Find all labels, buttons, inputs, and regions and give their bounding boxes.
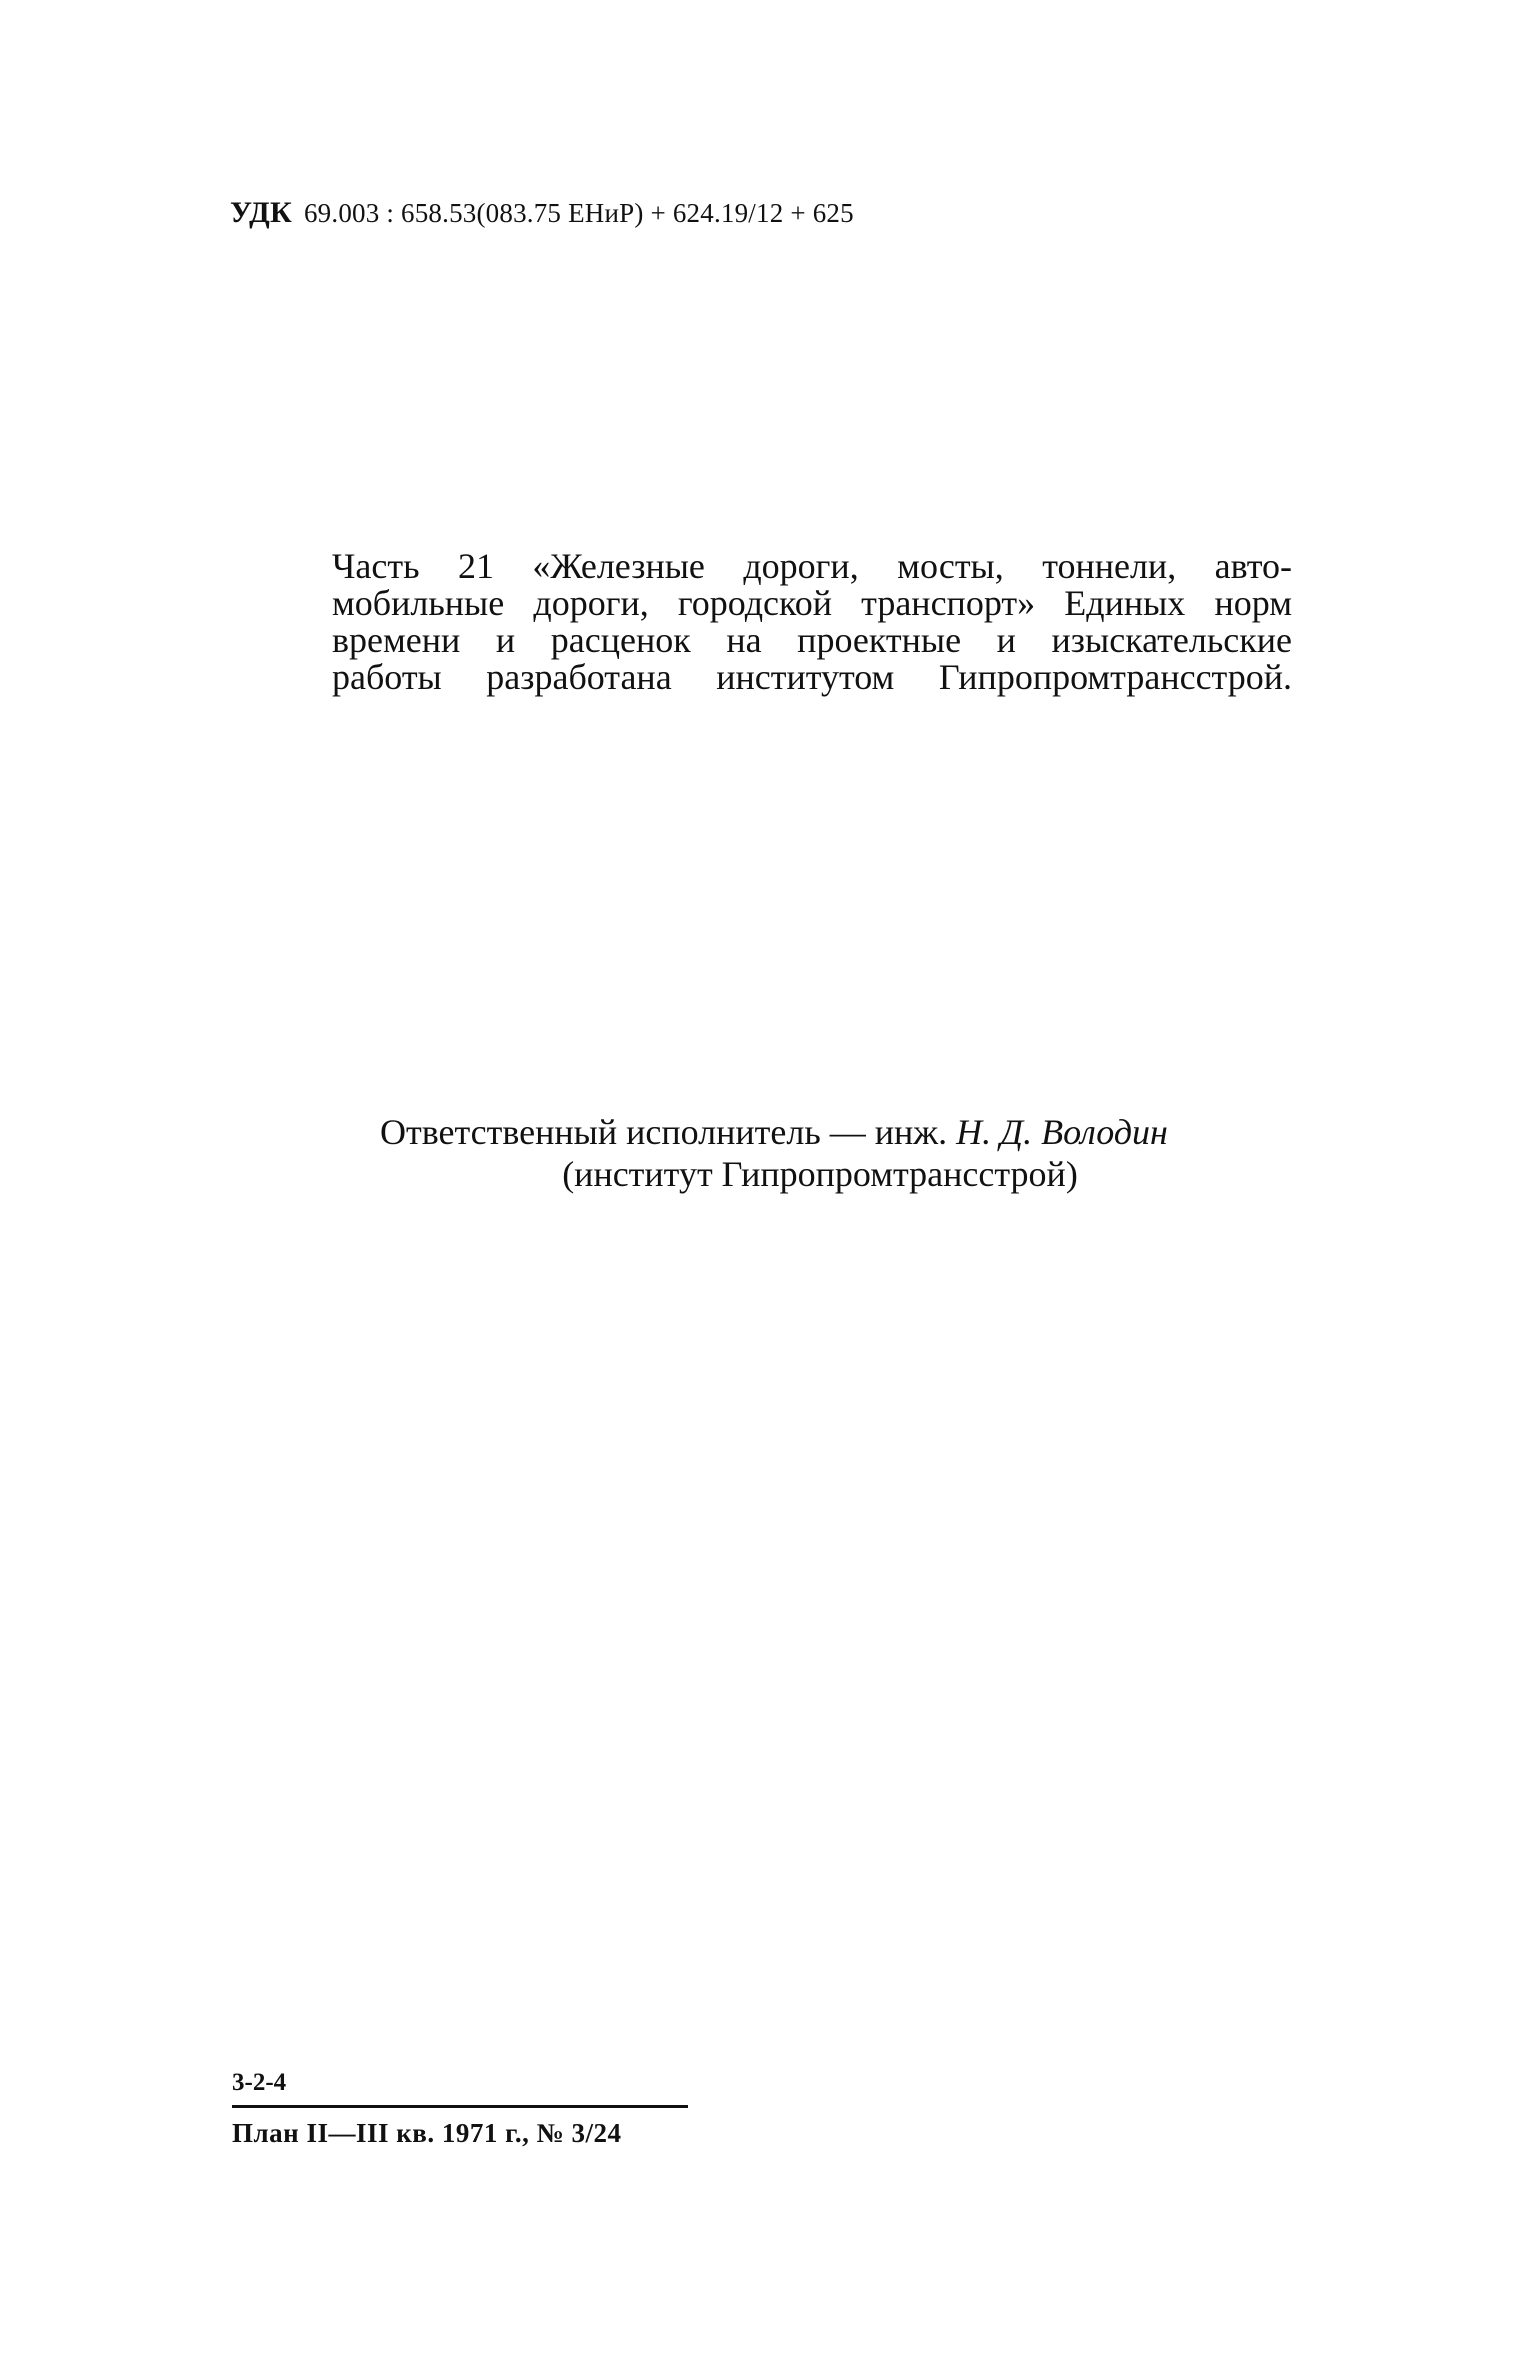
udk-classification	[230, 196, 854, 230]
abstract-line: мобильные дороги, городской транспорт» Единых норм	[332, 583, 1292, 623]
publication-code: 3-2-4	[232, 2069, 287, 2096]
udk-prefix: УДК	[230, 196, 292, 229]
responsible-line	[380, 1112, 1260, 1152]
responsible-affiliation: (институт Гипропромтрансстрой)	[562, 1154, 1078, 1194]
abstract-line: Часть 21 «Железные дороги, мосты, тоннели, авто-	[332, 546, 1292, 586]
abstract-line: времени и расценок на проектные и изыскательские	[332, 620, 1292, 660]
abstract-line: работы разработана институтом Гипропромтрансстрой.	[332, 657, 1292, 697]
abstract-paragraph	[332, 548, 1292, 696]
udk-value: 69.003 : 658.53(083.75 ЕНиР) + 624.19/12 + 625	[303, 198, 854, 228]
publication-plan: План II—III кв. 1971 г., № 3/24	[232, 2118, 622, 2148]
responsible-label: Ответственный исполнитель — инж.	[380, 1112, 948, 1152]
responsible-executor	[380, 1112, 1260, 1194]
responsible-name: Н. Д. Володин	[956, 1112, 1168, 1152]
footer-divider	[232, 2105, 688, 2108]
